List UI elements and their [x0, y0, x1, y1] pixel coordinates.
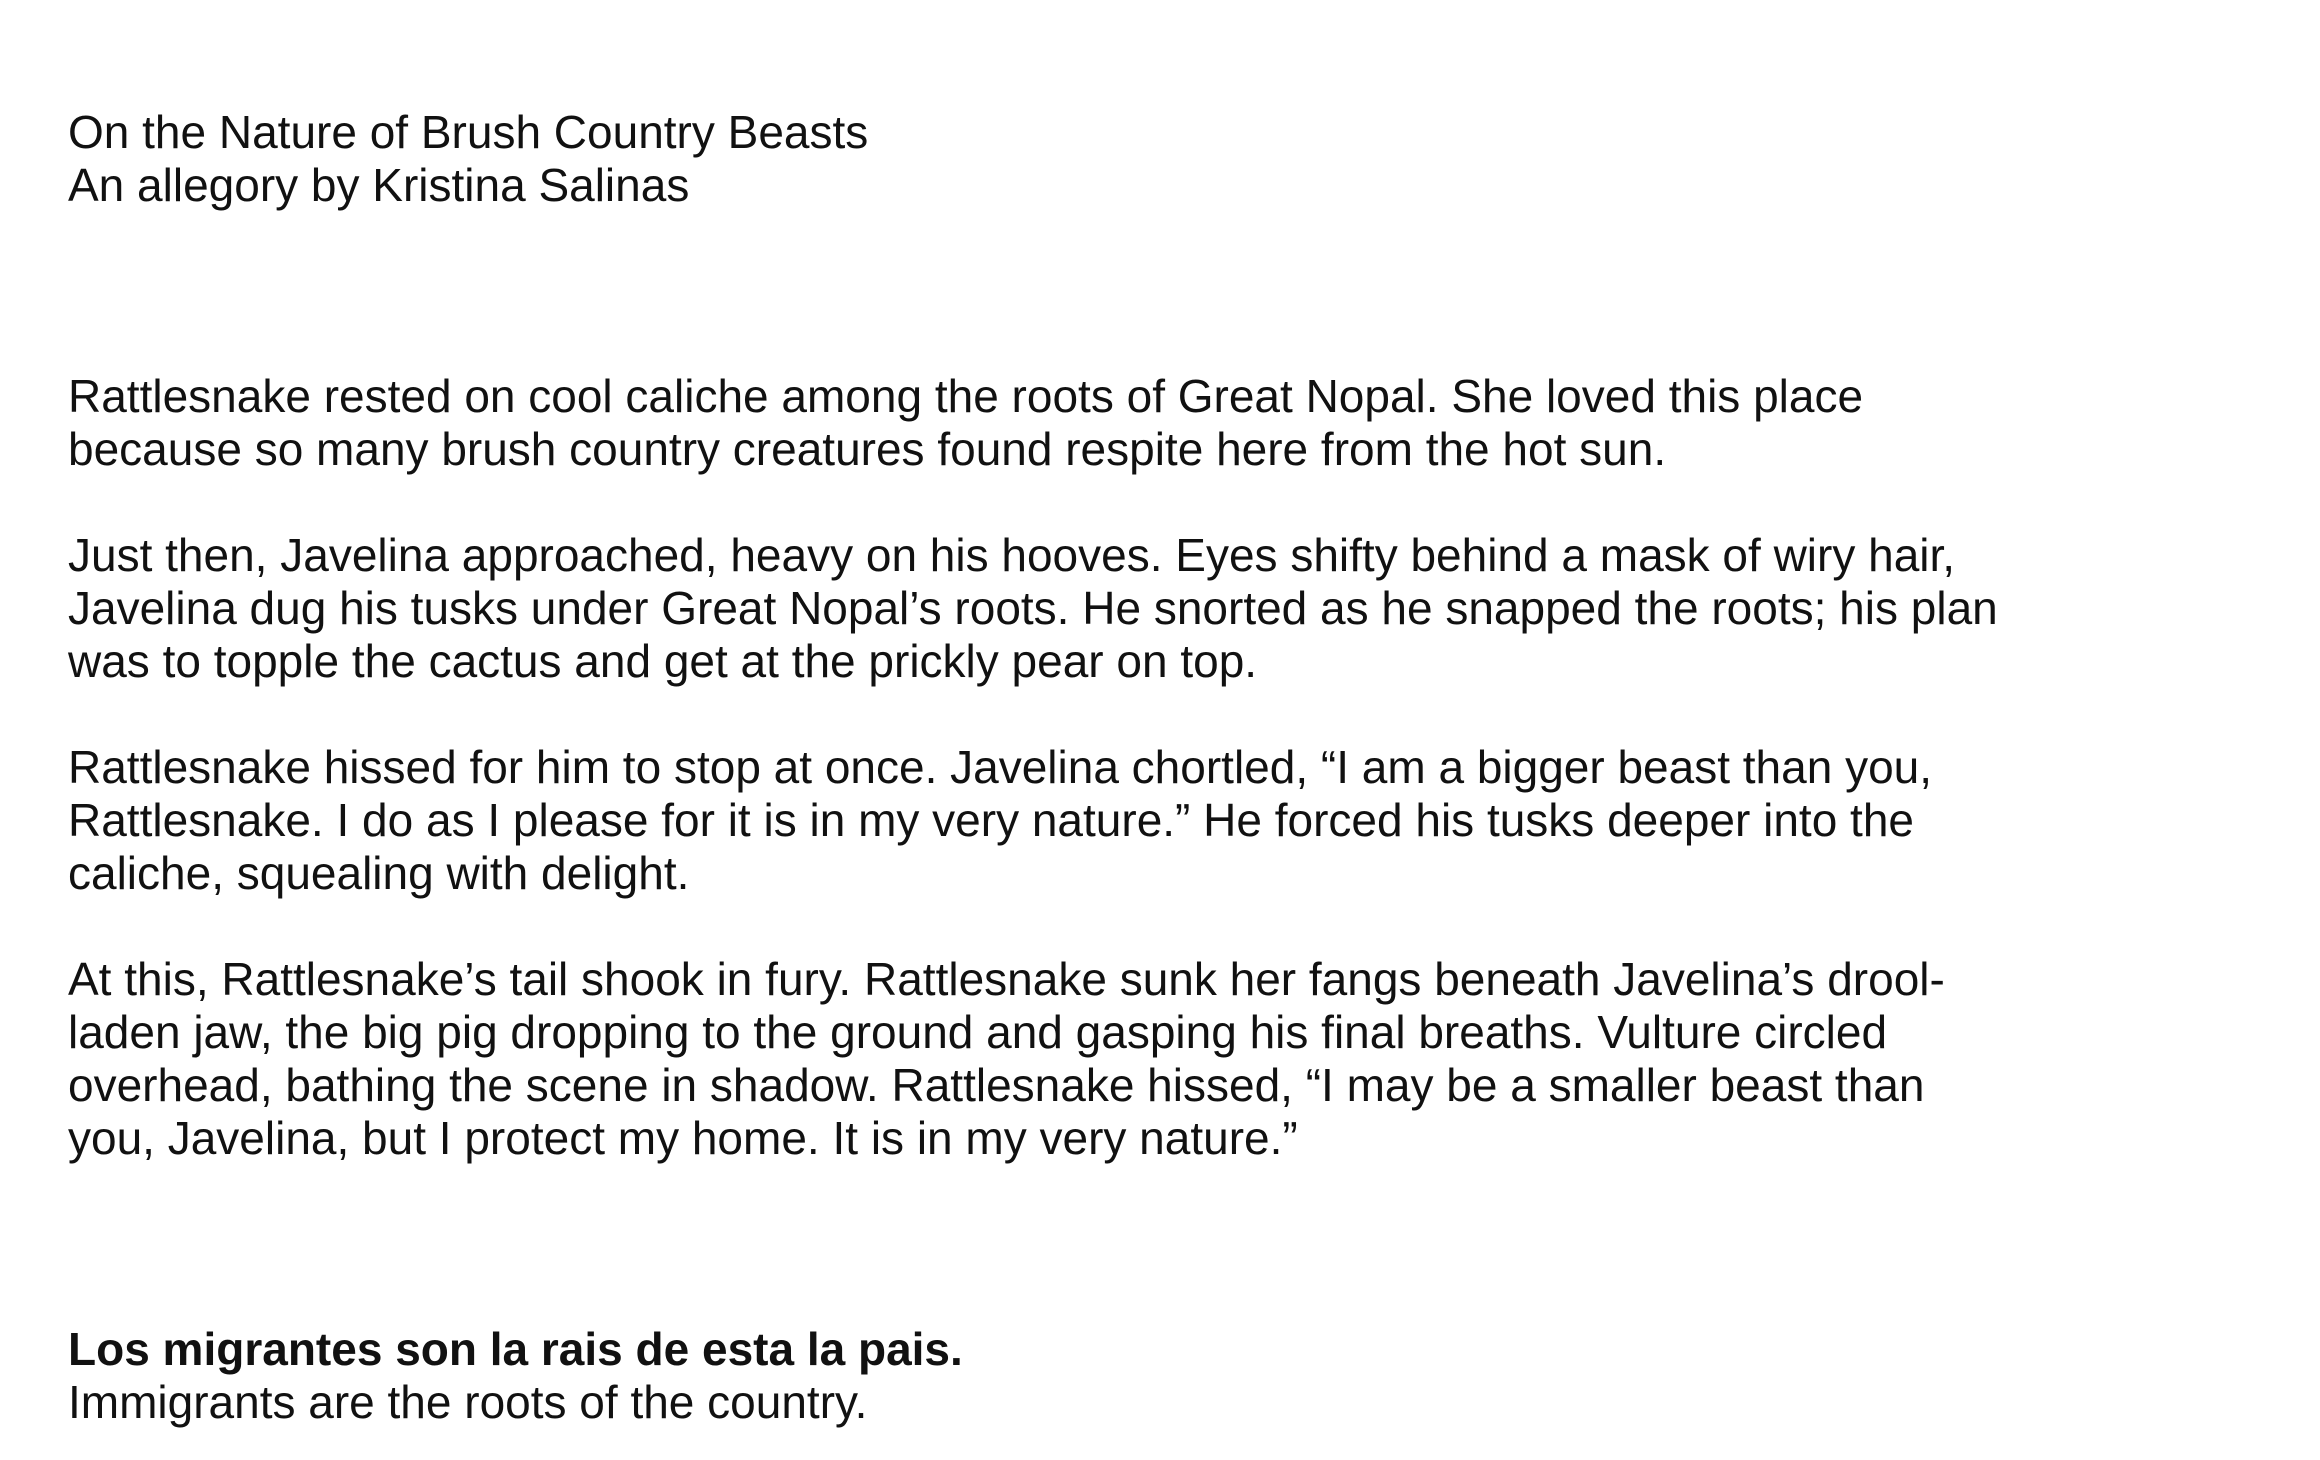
document-byline: An allegory by Kristina Salinas	[68, 159, 690, 211]
story-line: because so many brush country creatures found respite here from the hot sun.	[68, 423, 1667, 475]
english-translation: Immigrants are the roots of the country.	[68, 1376, 868, 1428]
story-line: you, Javelina, but I protect my home. It is in my very nature.”	[68, 1112, 1298, 1164]
story-line: overhead, bathing the scene in shadow. Rattlesnake hissed, “I may be a smaller beast than	[68, 1059, 1925, 1111]
story-paragraph-2	[68, 529, 2268, 688]
story-line: caliche, squealing with delight.	[68, 847, 690, 899]
story-paragraph-3	[68, 741, 2268, 900]
story-line: Rattlesnake rested on cool caliche among the roots of Great Nopal. She loved this place	[68, 370, 1864, 422]
document-page	[68, 106, 2268, 1429]
story-line: At this, Rattlesnake’s tail shook in fury. Rattlesnake sunk her fangs beneath Javelina’s drool-	[68, 953, 1945, 1005]
document-footer	[68, 1323, 2268, 1429]
story-line: Just then, Javelina approached, heavy on his hooves. Eyes shifty behind a mask of wiry hair,	[68, 529, 1956, 581]
story-paragraph-1	[68, 370, 2268, 476]
story-body	[68, 370, 2268, 1165]
document-header	[68, 106, 2268, 212]
story-line: Rattlesnake. I do as I please for it is in my very nature.” He forced his tusks deeper into the	[68, 794, 1914, 846]
story-paragraph-4	[68, 953, 2268, 1165]
story-line: Javelina dug his tusks under Great Nopal’s roots. He snorted as he snapped the roots; his plan	[68, 582, 1998, 634]
story-line: was to topple the cactus and get at the prickly pear on top.	[68, 635, 1258, 687]
story-line: Rattlesnake hissed for him to stop at once. Javelina chortled, “I am a bigger beast than you,	[68, 741, 1933, 793]
document-title: On the Nature of Brush Country Beasts	[68, 106, 869, 158]
story-line: laden jaw, the big pig dropping to the ground and gasping his final breaths. Vulture circled	[68, 1006, 1888, 1058]
spanish-statement: Los migrantes son la rais de esta la pais.	[68, 1323, 963, 1375]
